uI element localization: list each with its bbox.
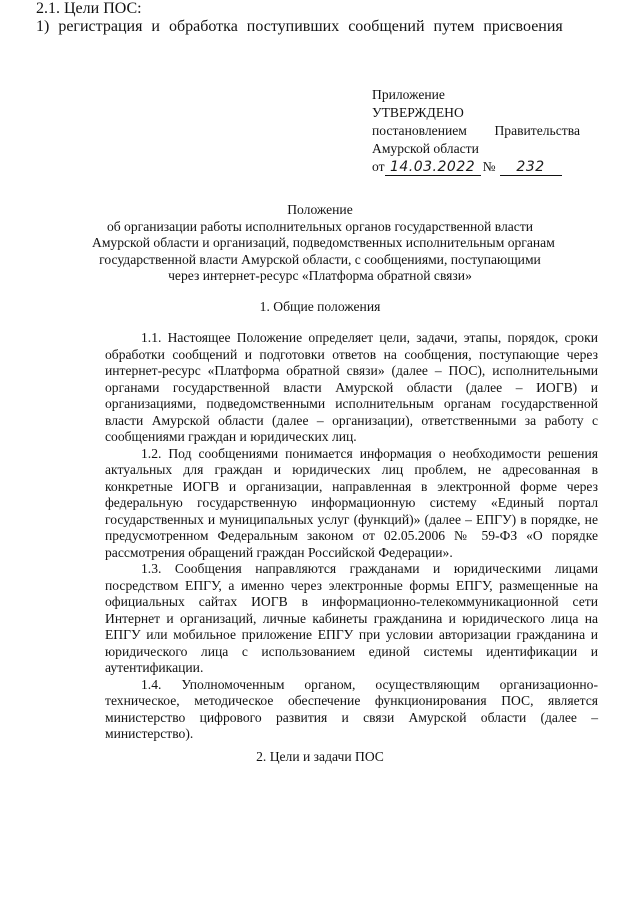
stamp-dateline [372, 158, 592, 176]
stamp-resolution-right: Правительства [494, 123, 580, 138]
stamp-number-sign: № [482, 159, 496, 174]
stamp-number-handwritten: 232 [500, 159, 562, 176]
paragraph-2-1-item-1: 1) регистрация и обработка поступивших сообщений путем присвоения [36, 18, 563, 35]
document-title [92, 202, 555, 285]
section-1-body [105, 330, 598, 743]
paragraph-2-1: 2.1. Цели ПОС: [36, 0, 142, 17]
title-line-5: через интернет-ресурс «Платформа обратной связи» [168, 268, 472, 284]
title-line-3: Амурской области и организаций, подведомственных исполнительным органам [92, 235, 555, 251]
stamp-approved: УТВЕРЖДЕНО [372, 105, 464, 120]
section-1-heading: 1. Общие положения [259, 299, 381, 314]
title-line-2: об организации работы исполнительных органов государственной власти [106, 218, 534, 234]
stamp-date-prefix: от [372, 159, 385, 174]
approval-stamp [372, 86, 592, 176]
paragraph-1-1: 1.1. Настоящее Положение определяет цели, задачи, этапы, порядок, сроки обработки сообщений и подготовки ответов на сообщения, поступающие через интернет-ресурс «Платформа обратной связи» (далее – ПОС), исполнительными органами государственной власти Амурской области (далее – ИОГВ) и организациями, подведомственными исполнительным органам государственной власти Амурской области (далее – организации), ответственными за работу с сообщениями граждан и юридических лиц. [105, 330, 598, 444]
stamp-appendix: Приложение [372, 87, 445, 102]
stamp-date-handwritten: 14.03.2022 [385, 159, 481, 176]
title-line-4: государственной власти Амурской области, с сообщениями, поступающими [99, 251, 541, 267]
paragraph-1-3: 1.3. Сообщения направляются гражданами и юридическими лицами посредством ЕПГУ, а именно через электронные формы ЕПГУ, размещенные на официальных сайтах ИОГВ в информационно-телекоммуникационной сети Интернет и организаций, личные кабинеты гражданина и юридического лица на ЕПГУ или мобильное приложение ЕПГУ при условии авторизации гражданина и юридического лица с использованием единой системы идентификации и аутентификации. [105, 561, 598, 675]
section-2-body [0, 0, 640, 36]
title-line-1: Положение [287, 202, 353, 217]
section-2-heading: 2. Цели и задачи ПОС [256, 749, 384, 764]
paragraph-1-2: 1.2. Под сообщениями понимается информация о необходимости решения актуальных для граждан и юридических лиц проблем, не адресованная в конкретные ИОГВ и организации, направленная в электронной форме через федеральную государственную информационную систему «Единый портал государственных и муниципальных услуг (функций)» (далее – ЕПГУ) в порядке, не предусмотренном Федеральным законом от 02.05.2006 № 59-ФЗ «О порядке рассмотрения обращений граждан Российской Федерации». [105, 445, 598, 560]
stamp-resolution-left: постановлением [372, 123, 467, 138]
paragraph-1-4: 1.4. Уполномоченным органом, осуществляющим организационно-техническое, методическое обеспечение функционирования ПОС, является министерство цифрового развития и связи Амурской области (далее – министерство). [105, 676, 598, 741]
stamp-region: Амурской области [372, 141, 479, 156]
stamp-resolution [372, 122, 580, 140]
